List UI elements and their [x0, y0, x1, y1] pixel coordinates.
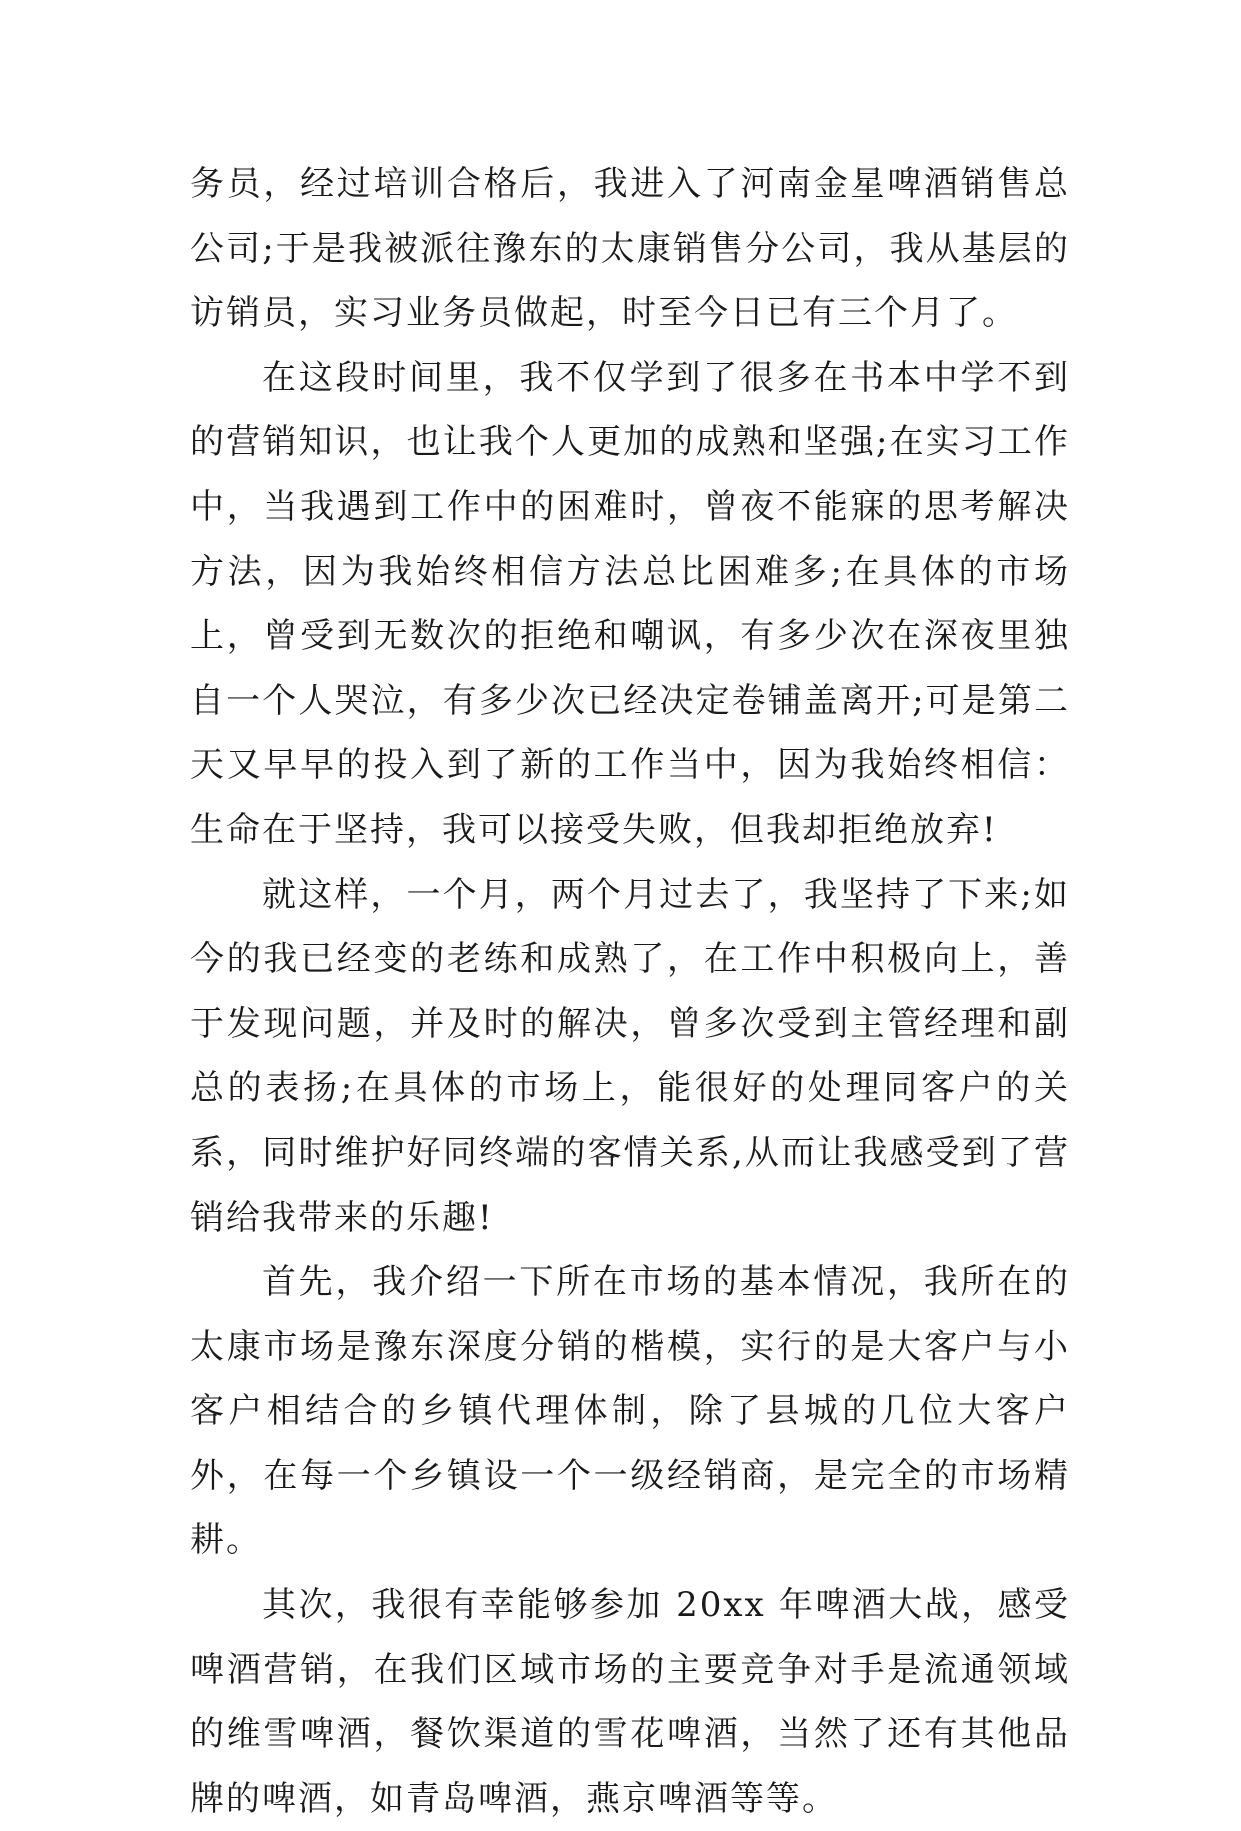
paragraph-2: 在这段时间里，我不仅学到了很多在书本中学不到的营销知识，也让我个人更加的成熟和坚强;在实习工作中，当我遇到工作中的困难时，曾夜不能寐的思考解决方法，因为我始终相信方法总比困难多;在具体的市场上，曾受到无数次的拒绝和嘲讽，有多少次在深夜里独自一个人哭泣，有多少次已经决定卷铺盖离开;可是第二天又早早的投入到了新的工作当中，因为我始终相信：生命在于坚持，我可以接受失败，但我却拒绝放弃! [190, 357, 1070, 850]
paragraph-1: 务员，经过培训合格后，我进入了河南金星啤酒销售总公司;于是我被派往豫东的太康销售分公司，我从基层的访销员，实习业务员做起，时至今日已有三个月了。 [190, 164, 1070, 334]
body-text [190, 152, 1070, 1831]
paragraph-5: 其次，我很有幸能够参加 20xx 年啤酒大战，感受啤酒营销，在我们区域市场的主要竞争对手是流通领域的维雪啤酒，餐饮渠道的雪花啤酒，当然了还有其他品牌的啤酒，如青岛啤酒，燕京啤酒等等。 [190, 1585, 1070, 1819]
paragraph-3: 就这样，一个月，两个月过去了，我坚持了下来;如今的我已经变的老练和成熟了，在工作中积极向上，善于发现问题，并及时的解决，曾多次受到主管经理和副总的表扬;在具体的市场上，能很好的处理同客户的关系，同时维护好同终端的客情关系,从而让我感受到了营销给我带来的乐趣! [190, 874, 1070, 1238]
paragraph-4: 首先，我介绍一下所在市场的基本情况，我所在的太康市场是豫东深度分销的楷模，实行的是大客户与小客户相结合的乡镇代理体制，除了县城的几位大客户外，在每一个乡镇设一个一级经销商，是完全的市场精耕。 [190, 1262, 1070, 1561]
